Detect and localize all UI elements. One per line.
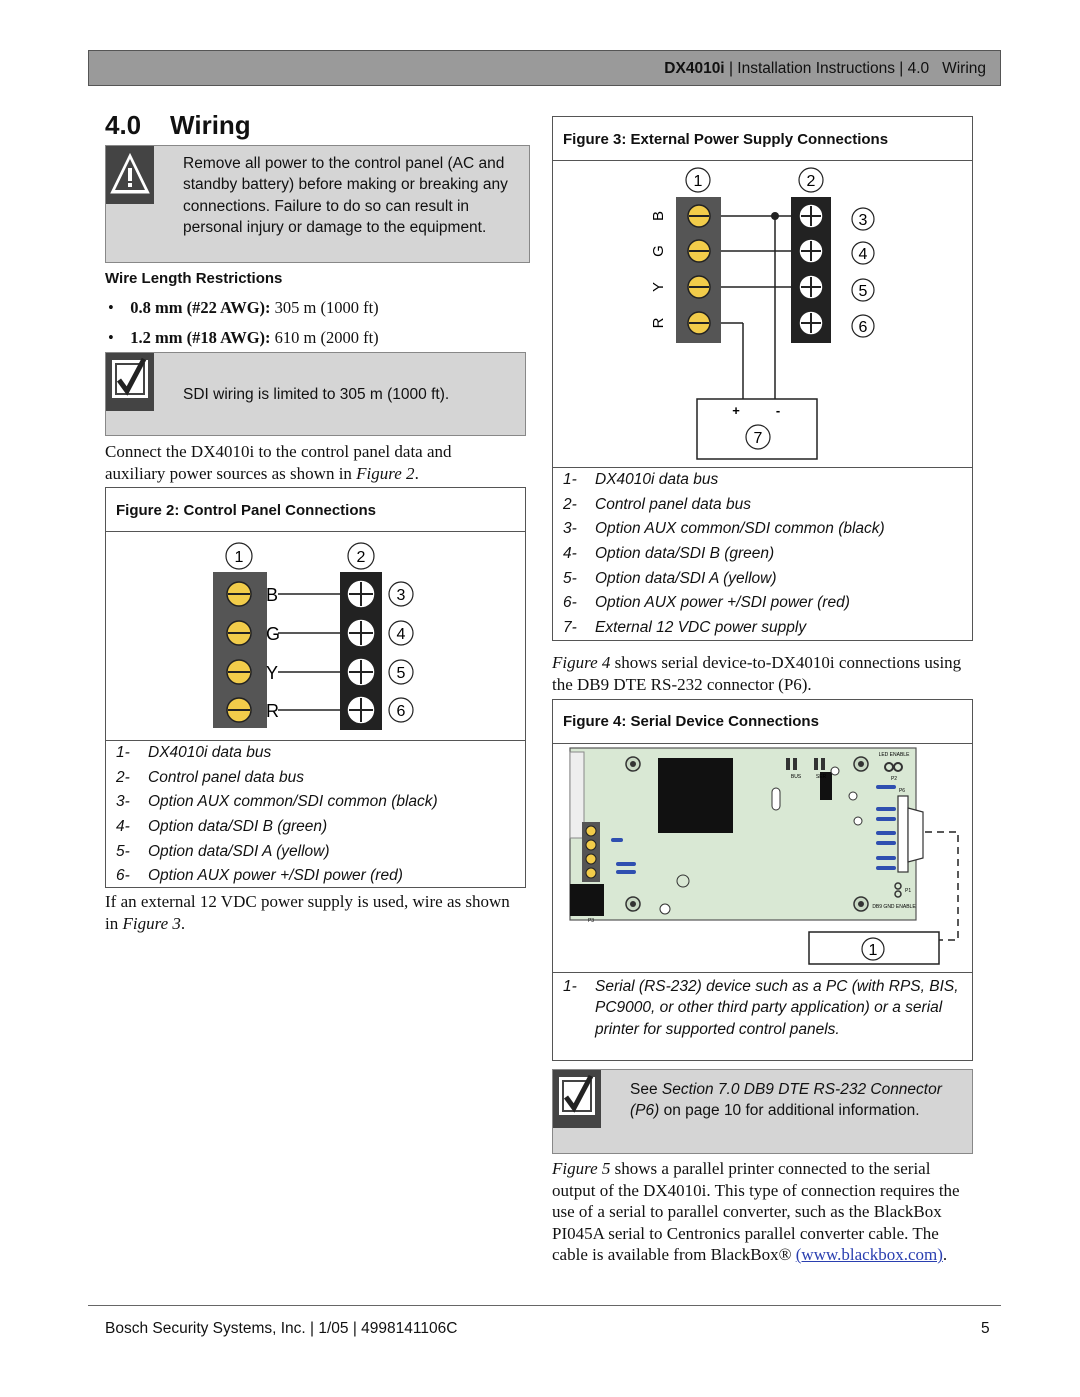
terminal-g	[227, 621, 251, 645]
bus-label: BUS	[790, 774, 802, 780]
legend-item: 1- Serial (RS-232) device such as a PC (with RPS, BIS, PC9000, or other third party application) or a serial printer for supported control panels.	[563, 978, 959, 1038]
terminal-y	[688, 276, 710, 298]
section-link[interactable]: Section 7.0 DB9 DTE RS-232 Connector (P6)	[630, 1081, 942, 1120]
terminal-y	[227, 660, 251, 684]
screw-terminal-icon	[799, 275, 823, 299]
terminal-letter: Y	[266, 663, 279, 683]
callout-3	[389, 582, 413, 606]
callout-label: 1	[868, 942, 878, 959]
callout-label: 5	[858, 283, 868, 300]
paragraph-text: If an external 12 VDC power supply is used, wire as shown in	[105, 892, 510, 933]
callout-1	[686, 168, 710, 192]
terminal-b	[688, 205, 710, 227]
figure-title: Figure 4: Serial Device Connections	[563, 713, 819, 730]
terminal-letter: G	[266, 624, 281, 644]
divider	[553, 467, 972, 468]
legend-item: 1- DX4010i data bus	[563, 471, 719, 488]
paragraph-text: .	[180, 913, 186, 933]
figure-link[interactable]: Figure 3	[122, 913, 181, 933]
wire-length-item-bold: 1.2 mm (#18 AWG):	[130, 328, 271, 347]
legend-item: 3- Option AUX common/SDI common (black)	[116, 793, 438, 811]
callout-6	[389, 698, 413, 722]
terminal-r	[688, 312, 710, 334]
note-text: SDI wiring is limited to 305 m (1000 ft).	[183, 386, 450, 403]
callout-2	[348, 543, 374, 569]
figure-legend	[563, 471, 885, 644]
figure-link[interactable]: Figure 5	[552, 1159, 611, 1178]
figure-title: Figure 2: Control Panel Connections	[116, 502, 377, 519]
figure-3	[552, 116, 973, 641]
callout-label: 6	[396, 703, 406, 720]
callout-4	[852, 242, 874, 264]
p2-label: P2	[890, 776, 898, 782]
p1-label: P1	[905, 888, 912, 894]
paragraph-text: shows a parallel printer connected to the serial output of the DX4010i. This type of connection requires the use of a serial to parallel converter, such as the BlackBox PI045A serial to Centronics parallel converter cable. The cable is available from BlackBox®	[552, 1159, 960, 1264]
plus-label: +	[732, 403, 740, 418]
figure-title: Figure 3: External Power Supply Connections	[563, 131, 889, 148]
callout-5	[389, 660, 413, 684]
circuit-board	[570, 748, 916, 920]
minus-label: -	[775, 403, 781, 418]
legend-item: 6- Option AUX power +/SDI power (red)	[563, 594, 850, 612]
terminal-letter: B	[650, 210, 667, 222]
checkmark-icon	[553, 1070, 601, 1128]
wire-length-item-rest: 610 m (2000 ft)	[270, 328, 379, 347]
p3-label: P3	[587, 918, 595, 924]
wire-length-item: • 1.2 mm (#18 AWG): 610 m (2000 ft)	[108, 328, 379, 347]
paragraph: Figure 5 shows a parallel printer connected to the serial output of the DX4010i. This type of connection requires the use of a serial to parallel converter, such as the BlackBox PI045A serial to Centronics parallel converter cable. The cable is available from BlackBox® (www.blackbox.com).	[552, 1159, 960, 1264]
header-text: DX4010i | Installation Instructions | 4.0 Wiring	[664, 60, 986, 77]
screw-terminal-icon	[799, 311, 823, 335]
legend-item: 7- External 12 VDC power supply	[563, 619, 807, 637]
header-doc: Installation Instructions	[737, 60, 895, 77]
figure-2	[105, 487, 526, 888]
serial-device-diagram	[553, 744, 972, 972]
note-box	[105, 352, 526, 436]
paragraph-text: shows serial device-to-DX4010i connections using the DB9 DTE RS-232 connector (P6).	[552, 653, 962, 694]
note-box	[552, 1069, 973, 1154]
footer-text: Bosch Security Systems, Inc. | 1/05 | 4998141106C	[105, 1320, 458, 1337]
terminal-letter: G	[650, 245, 667, 257]
legend-item: 2- Control panel data bus	[563, 495, 751, 513]
legend-item: 4- Option data/SDI B (green)	[116, 818, 328, 836]
legend-item: 5- Option data/SDI A (yellow)	[116, 842, 330, 860]
legend-item: 3- Option AUX common/SDI common (black)	[563, 520, 885, 538]
warning-triangle-icon	[106, 146, 154, 204]
callout-6	[852, 315, 874, 337]
callout-label: 1	[693, 173, 703, 190]
wire-length-item-rest: 305 m (1000 ft)	[270, 298, 379, 317]
section-title: 4.0 Wiring	[105, 110, 251, 140]
warning-text: Remove all power to the control panel (AC and standby battery) before making or breaking any connections. Failure to do so can result in personal injury or damage to the equipment.	[183, 155, 508, 236]
screw-terminal-icon	[347, 696, 375, 724]
callout-label: 6	[858, 319, 868, 336]
terminal-letter: Y	[650, 281, 667, 293]
screw-terminal-icon	[347, 619, 375, 647]
callout-label: 3	[858, 212, 868, 229]
callout-label: 2	[806, 173, 816, 190]
callout-2	[799, 168, 823, 192]
figure-link[interactable]: Figure 2	[356, 463, 415, 483]
warning-box	[105, 145, 530, 263]
legend-item: 5- Option data/SDI A (yellow)	[563, 569, 777, 587]
led-enable-label: LED ENABLE	[878, 752, 910, 758]
terminal-letter: R	[266, 701, 279, 721]
callout-label: 3	[396, 587, 406, 604]
note-text: See Section 7.0 DB9 DTE RS-232 Connector (P6) on page 10 for additional information.	[630, 1081, 942, 1120]
figure-legend	[116, 744, 438, 892]
callout-4	[389, 621, 413, 645]
paragraph	[105, 441, 515, 484]
divider	[553, 972, 972, 973]
callout-1	[226, 543, 252, 569]
callout-label: 4	[396, 626, 406, 643]
paragraph	[105, 891, 515, 934]
wire-length-heading: Wire Length Restrictions	[105, 270, 283, 287]
header-product: DX4010i	[664, 60, 725, 77]
blackbox-url-link[interactable]: (www.blackbox.com)	[795, 1245, 943, 1264]
callout-3	[852, 208, 874, 230]
terminal-g	[688, 240, 710, 262]
legend-item: 1- DX4010i data bus	[116, 744, 272, 761]
wire-length-item-bold: 0.8 mm (#22 AWG):	[130, 298, 271, 317]
checkmark-icon	[106, 353, 154, 411]
callout-label: 4	[858, 246, 868, 263]
legend-item: 4- Option data/SDI B (green)	[563, 545, 775, 563]
callout-1	[862, 938, 884, 960]
figure-link[interactable]: Figure 4	[552, 653, 611, 672]
terminal-r	[227, 698, 251, 722]
header-section-name: Wiring	[942, 60, 986, 77]
callout-label: 2	[356, 549, 366, 566]
screw-terminal-icon	[799, 204, 823, 228]
terminal-b	[227, 582, 251, 606]
external-power-diagram	[553, 161, 972, 467]
callout-label: 1	[234, 549, 244, 566]
legend-item: 2- Control panel data bus	[116, 768, 304, 786]
ser-label: SER	[815, 774, 827, 780]
db9-gnd-enable-label: DB9 GND ENABLE	[872, 904, 916, 910]
divider	[106, 740, 525, 741]
screw-terminal-icon	[347, 580, 375, 608]
screw-terminal-icon	[347, 658, 375, 686]
footer-divider	[88, 1305, 1001, 1306]
legend-item: 6- Option AUX power +/SDI power (red)	[116, 867, 403, 885]
terminal-letter: R	[650, 317, 667, 329]
figure-4	[552, 699, 973, 1061]
microchip	[658, 758, 733, 833]
control-panel-connection-diagram	[106, 532, 525, 740]
header-section-num: 4.0	[907, 60, 930, 77]
terminal-letter: B	[266, 585, 279, 605]
callout-label: 5	[396, 665, 406, 682]
screw-terminal-icon	[799, 239, 823, 263]
callout-label: 7	[753, 430, 763, 447]
callout-5	[852, 279, 874, 301]
header-bar	[88, 50, 1001, 86]
paragraph	[552, 652, 972, 695]
callout-7	[746, 425, 770, 449]
paragraph-text: .	[414, 463, 419, 483]
paragraph-text: Connect the DX4010i to the control panel data and auxiliary power sources as shown in	[105, 442, 452, 483]
p6-label: P6	[898, 788, 906, 794]
wire-length-item: • 0.8 mm (#22 AWG): 305 m (1000 ft)	[108, 298, 379, 317]
page-number: 5	[981, 1320, 990, 1337]
